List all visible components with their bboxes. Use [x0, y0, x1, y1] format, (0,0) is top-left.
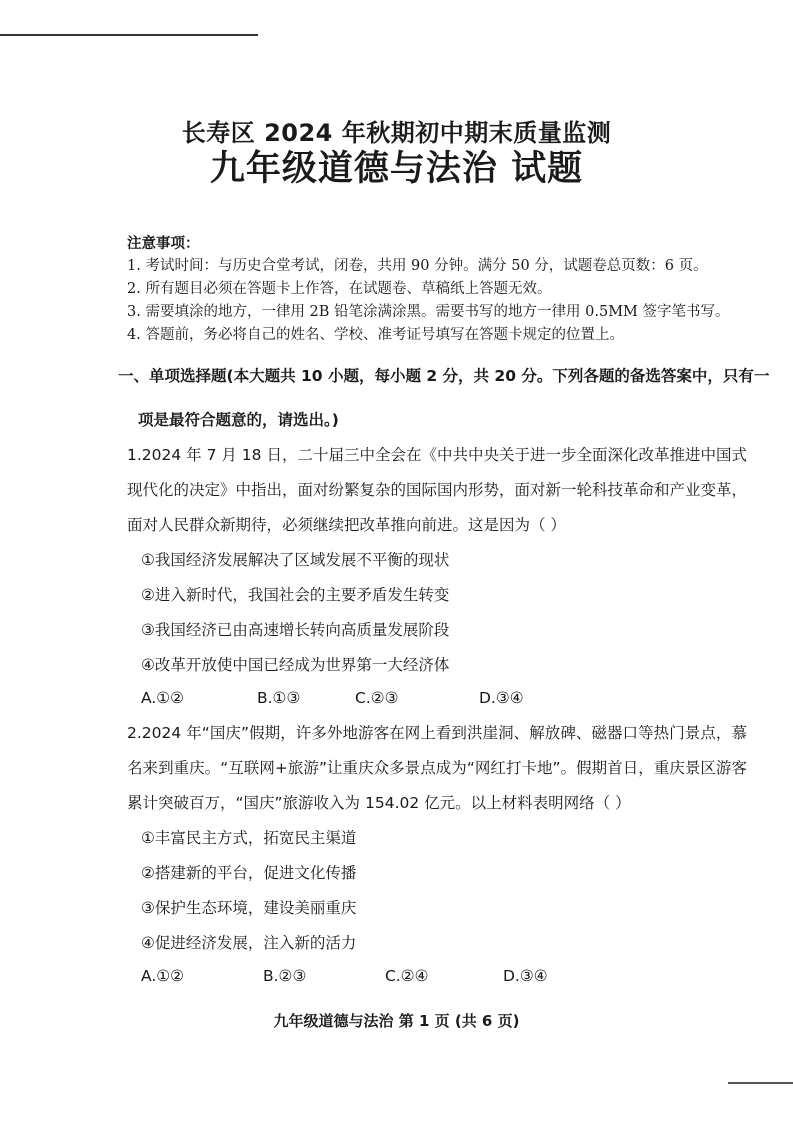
question-1 — [127, 438, 747, 713]
page-footer: 九年级道德与法治 第 1 页 (共 6 页) — [273, 1012, 520, 1030]
exam-subtitle: 九年级道德与法治 试题 — [209, 149, 584, 189]
question-option: ③保护生态环境，建设美丽重庆 — [141, 899, 357, 917]
bottom-rule — [728, 1082, 793, 1084]
question-option: ①丰富民主方式，拓宽民主渠道 — [141, 829, 357, 847]
answer-b: B.①③ — [257, 689, 301, 707]
answer-d: D.③④ — [503, 967, 548, 985]
note-item: 1. 考试时间：与历史合堂考试，闭卷，共用 90 分钟。满分 50 分，试题卷总页数：6 页。 — [127, 258, 708, 274]
question-option: ③我国经济已由高速增长转向高质量发展阶段 — [141, 621, 450, 639]
section-line-2: 项是最符合题意的，请选出。) — [138, 411, 339, 429]
notes-block — [127, 232, 767, 346]
question-stem: 2.2024 年“国庆”假期，许多外地游客在网上看到洪崖洞、解放碑、磁器口等热门景点，慕名来到重庆。“互联网+旅游”让重庆众多景点成为“网红打卡地”。假期首日，重庆景区游客累计突破百万，“国庆”旅游收入为 154.02 亿元。以上材料表明网络（ ） — [127, 724, 747, 812]
top-rule — [0, 34, 258, 36]
section-line-1: 一、单项选择题(本大题共 10 小题，每小题 2 分，共 20 分。下列各题的备选答案中，只有一 — [118, 367, 770, 385]
answer-c: C.②④ — [385, 967, 429, 985]
note-item: 2. 所有题目必须在答题卡上作答，在试题卷、草稿纸上答题无效。 — [127, 281, 552, 297]
question-option: ②进入新时代，我国社会的主要矛盾发生转变 — [141, 586, 450, 604]
notes-heading: 注意事项： — [127, 236, 200, 252]
question-option: ④促进经济发展，注入新的活力 — [141, 934, 357, 952]
answer-d: D.③④ — [479, 689, 524, 707]
question-option: ④改革开放使中国已经成为世界第一大经济体 — [141, 656, 450, 674]
note-item: 4. 答题前，务必将自己的姓名、学校、准考证号填写在答题卡规定的位置上。 — [127, 327, 624, 343]
question-option: ②搭建新的平台，促进文化传播 — [141, 864, 357, 882]
answer-choices — [127, 683, 747, 713]
exam-title: 长寿区 2024 年秋期初中期末质量监测 — [181, 119, 612, 147]
answer-b: B.②③ — [263, 967, 307, 985]
answer-a: A.①② — [141, 967, 185, 985]
question-2 — [127, 716, 747, 991]
section-heading — [118, 364, 770, 430]
answer-choices — [127, 961, 747, 991]
question-option: ①我国经济发展解决了区域发展不平衡的现状 — [141, 551, 450, 569]
question-stem: 1.2024 年 7 月 18 日，二十届三中全会在《中共中央关于进一步全面深化改革推进中国式现代化的决定》中指出，面对纷繁复杂的国际国内形势，面对新一轮科技革命和产业变革，面对人民群众新期待，必须继续把改革推向前进。这是因为（ ） — [127, 446, 748, 534]
answer-c: C.②③ — [355, 689, 399, 707]
note-item: 3. 需要填涂的地方，一律用 2B 铅笔涂满涂黑。需要书写的地方一律用 0.5MM 签字笔书写。 — [127, 304, 730, 320]
answer-a: A.①② — [141, 689, 185, 707]
